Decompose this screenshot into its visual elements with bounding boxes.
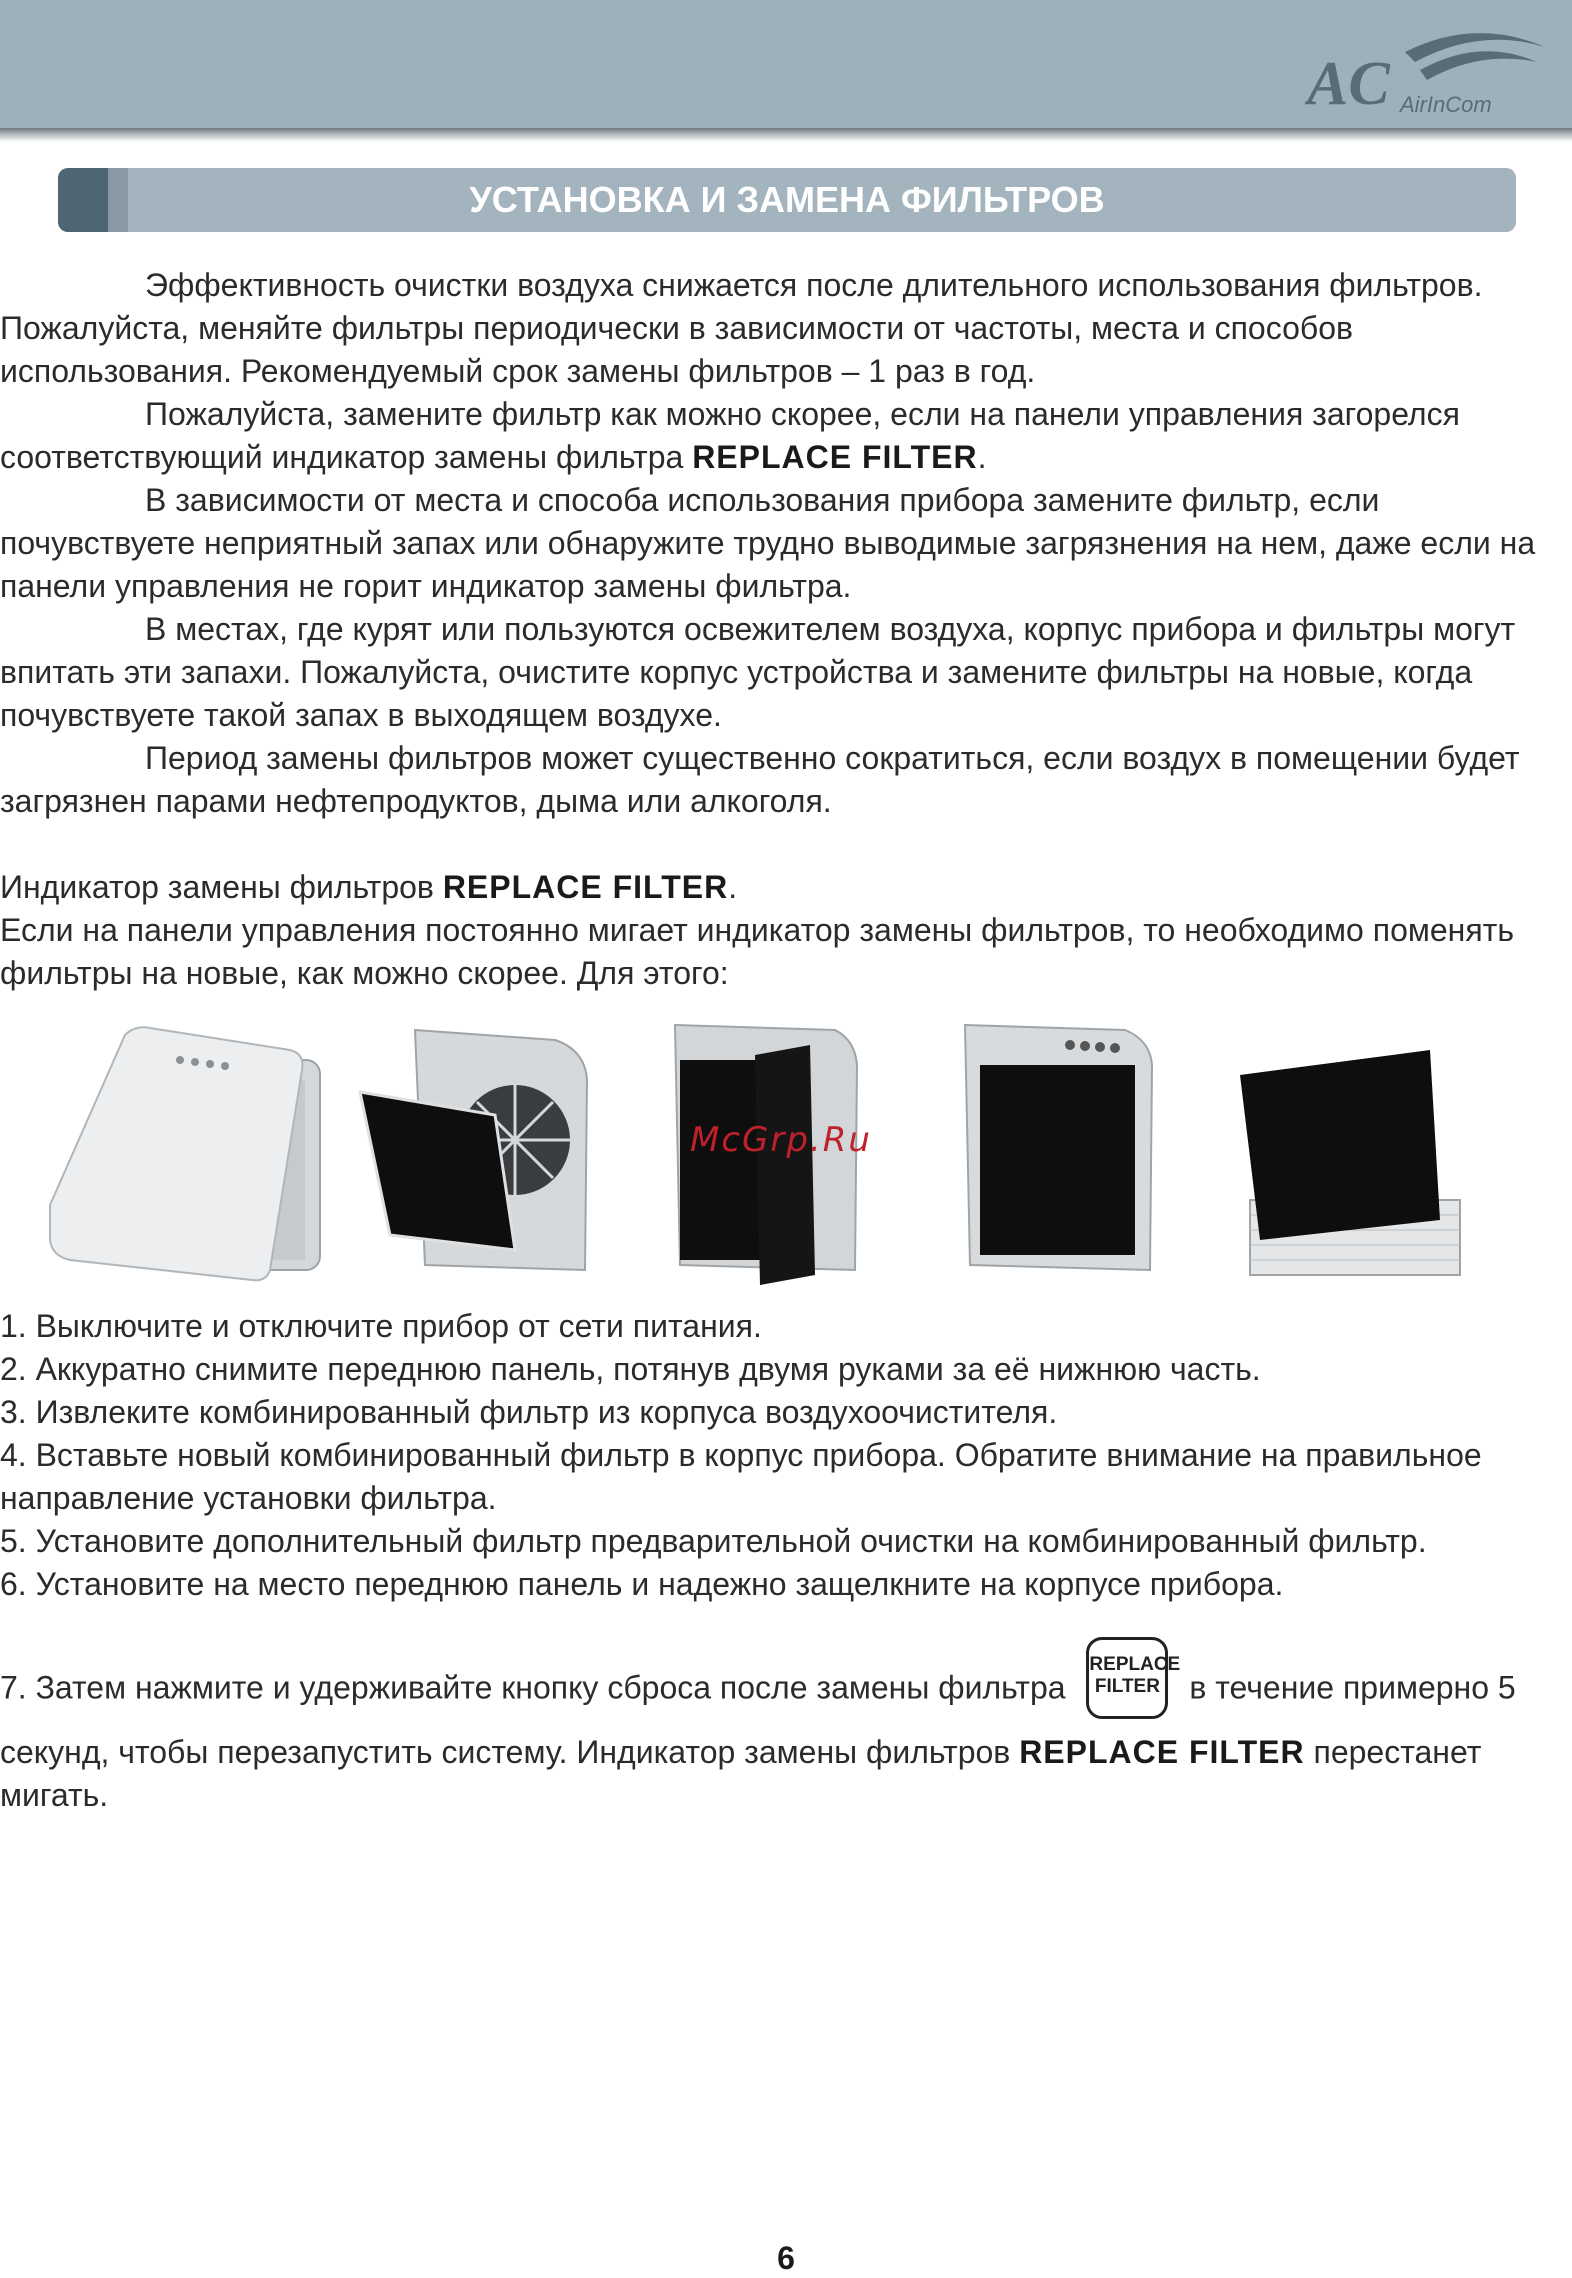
paragraph-5: Период замены фильтров может существенно сократиться, если воздух в помещении будет загрязнен парами нефтепродуктов, дыма или алкоголя. <box>0 740 1520 819</box>
replace-filter-label: REPLACE FILTER <box>1019 1734 1305 1770</box>
section-title: УСТАНОВКА И ЗАМЕНА ФИЛЬТРОВ <box>469 179 1105 220</box>
airincom-logo <box>1305 22 1550 122</box>
watermark: McGrp.Ru <box>690 1120 872 1160</box>
replace-filter-button-icon: REPLACE FILTER <box>1086 1637 1168 1719</box>
step-photo-combined-filter <box>1230 1020 1470 1290</box>
step-6: 6. Установите на место переднюю панель и надежно защелкните на корпусе прибора. <box>0 1566 1284 1602</box>
step-5: 5. Установите дополнительный фильтр предварительной очистки на комбинированный фильтр. <box>0 1523 1427 1559</box>
paragraph-2: Пожалуйста, замените фильтр как можно скорее, если на панели управления загорелся соответствующий индикатор замены фильтра REPLACE FILTER. <box>0 396 1460 475</box>
paragraph-1: Эффективность очистки воздуха снижается после длительного использования фильтров. Пожалуйста, меняйте фильтры периодически в зависимости от частоты, места и способов использования. Рекомендуемый срок замены фильтров – 1 раз в год. <box>0 267 1483 389</box>
instruction-steps <box>0 1305 1560 1817</box>
header-divider <box>0 128 1572 142</box>
step-photo-panel-open <box>30 1020 330 1290</box>
step-3: 3. Извлеките комбинированный фильтр из корпуса воздухоочистителя. <box>0 1394 1058 1430</box>
step-4: 4. Вставьте новый комбинированный фильтр в корпус прибора. Обратите внимание на правильное направление установки фильтра. <box>0 1437 1482 1516</box>
section-title-bar <box>58 168 1516 232</box>
step-photo-filter-installed <box>960 1020 1160 1290</box>
indicator-description: Если на панели управления постоянно мигает индикатор замены фильтров, то необходимо поменять фильтры на новые, как можно скорее. Для этого: <box>0 912 1514 991</box>
svg-text:AirInCom: AirInCom <box>1400 92 1492 117</box>
svg-text:AC: AC <box>1307 50 1390 118</box>
replace-filter-label: REPLACE FILTER <box>692 439 978 475</box>
page-number: 6 <box>777 2240 795 2276</box>
intro-text <box>0 264 1560 995</box>
replace-filter-label: REPLACE FILTER <box>442 869 729 905</box>
paragraph-3: В зависимости от места и способа использования прибора замените фильтр, если почувствуете неприятный запах или обнаружите трудно выводимые загрязнения на нем, даже если на панели управления не горит индикатор замены фильтра. <box>0 482 1536 604</box>
step-2: 2. Аккуратно снимите переднюю панель, потянув двумя руками за её нижнюю часть. <box>0 1351 1261 1387</box>
step-1: 1. Выключите и отключите прибор от сети питания. <box>0 1308 762 1344</box>
paragraph-4: В местах, где курят или пользуются освежителем воздуха, корпус прибора и фильтры могут впитать эти запахи. Пожалуйста, очистите корпус устройства и замените фильтры на новые, когда почувствуете такой запах в выходящем воздухе. <box>0 611 1516 733</box>
step-photo-panel-removed <box>355 1020 600 1290</box>
indicator-heading: Индикатор замены фильтров REPLACE FILTER. <box>0 869 738 905</box>
step-7: 7. Затем нажмите и удерживайте кнопку сброса после замены фильтра REPLACE FILTER в течение примерно 5 секунд, чтобы перезапустить систему. Индикатор замены фильтров REPLACE FILTER перестанет мигать. <box>0 1649 1560 1817</box>
